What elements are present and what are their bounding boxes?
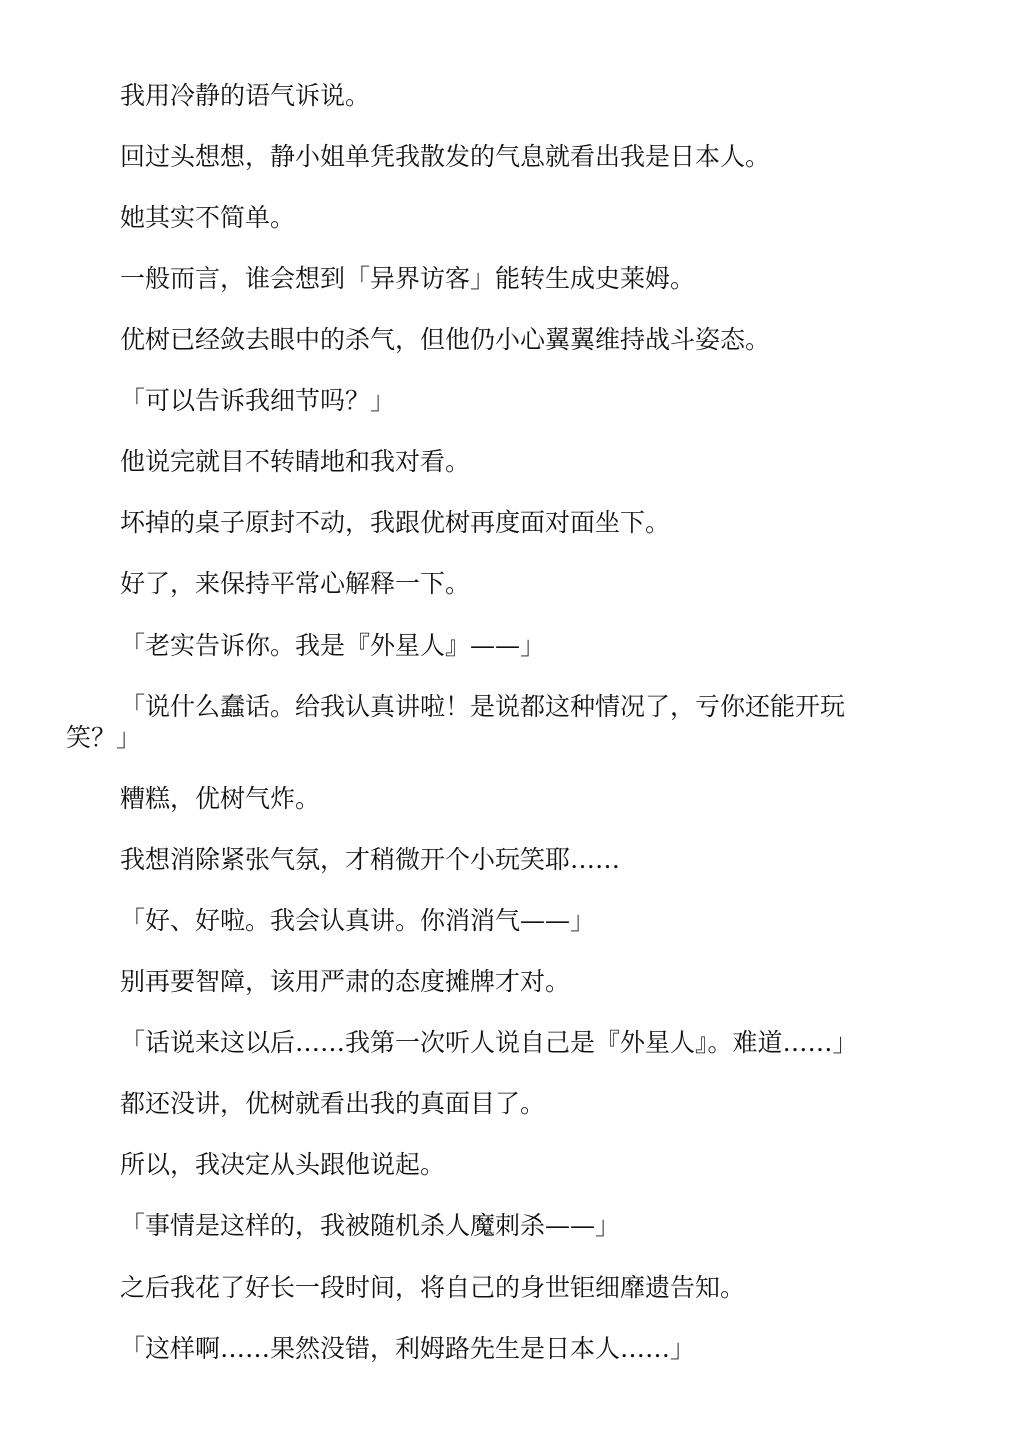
paragraph-9: 好了，来保持平常心解释一下。 (120, 569, 471, 598)
paragraph-11: 「说什么蠢话。给我认真讲啦！是说都这种情况了，亏你还能开玩笑？」 (66, 692, 846, 752)
paragraph-19: 「事情是这样的，我被随机杀人魔刺杀——」 (120, 1211, 621, 1240)
paragraph-17: 都还没讲，优树就看出我的真面目了。 (120, 1089, 546, 1118)
paragraph-8: 坏掉的桌子原封不动，我跟优树再度面对面坐下。 (120, 508, 671, 537)
paragraph-14: 「好、好啦。我会认真讲。你消消气——」 (120, 906, 596, 935)
paragraph-18: 所以，我决定从头跟他说起。 (120, 1150, 446, 1179)
paragraph-16: 「话说来这以后……我第一次听人说自己是『外星人』。难道……」 (120, 1028, 858, 1057)
paragraph-2: 回过头想想，静小姐单凭我散发的气息就看出我是日本人。 (120, 142, 771, 171)
paragraph-6: 「可以告诉我细节吗？」 (120, 386, 396, 415)
paragraph-15: 别再要智障，该用严肃的态度摊牌才对。 (120, 967, 571, 996)
paragraph-13: 我想消除紧张气氛，才稍微开个小玩笑耶…… (120, 845, 621, 874)
paragraph-5: 优树已经敛去眼中的杀气，但他仍小心翼翼维持战斗姿态。 (120, 325, 771, 354)
paragraph-12: 糟糕，优树气炸。 (120, 784, 321, 813)
paragraph-3: 她其实不简单。 (120, 203, 296, 232)
paragraph-21: 「这样啊……果然没错，利姆路先生是日本人……」 (120, 1334, 696, 1363)
paragraph-7: 他说完就目不转睛地和我对看。 (120, 447, 471, 476)
paragraph-20: 之后我花了好长一段时间，将自己的身世钜细靡遗告知。 (120, 1273, 746, 1302)
paragraph-10: 「老实告诉你。我是『外星人』——」 (120, 631, 546, 660)
paragraph-4: 一般而言，谁会想到「异界访客」能转生成史莱姆。 (120, 264, 696, 293)
paragraph-1: 我用冷静的语气诉说。 (120, 81, 371, 110)
